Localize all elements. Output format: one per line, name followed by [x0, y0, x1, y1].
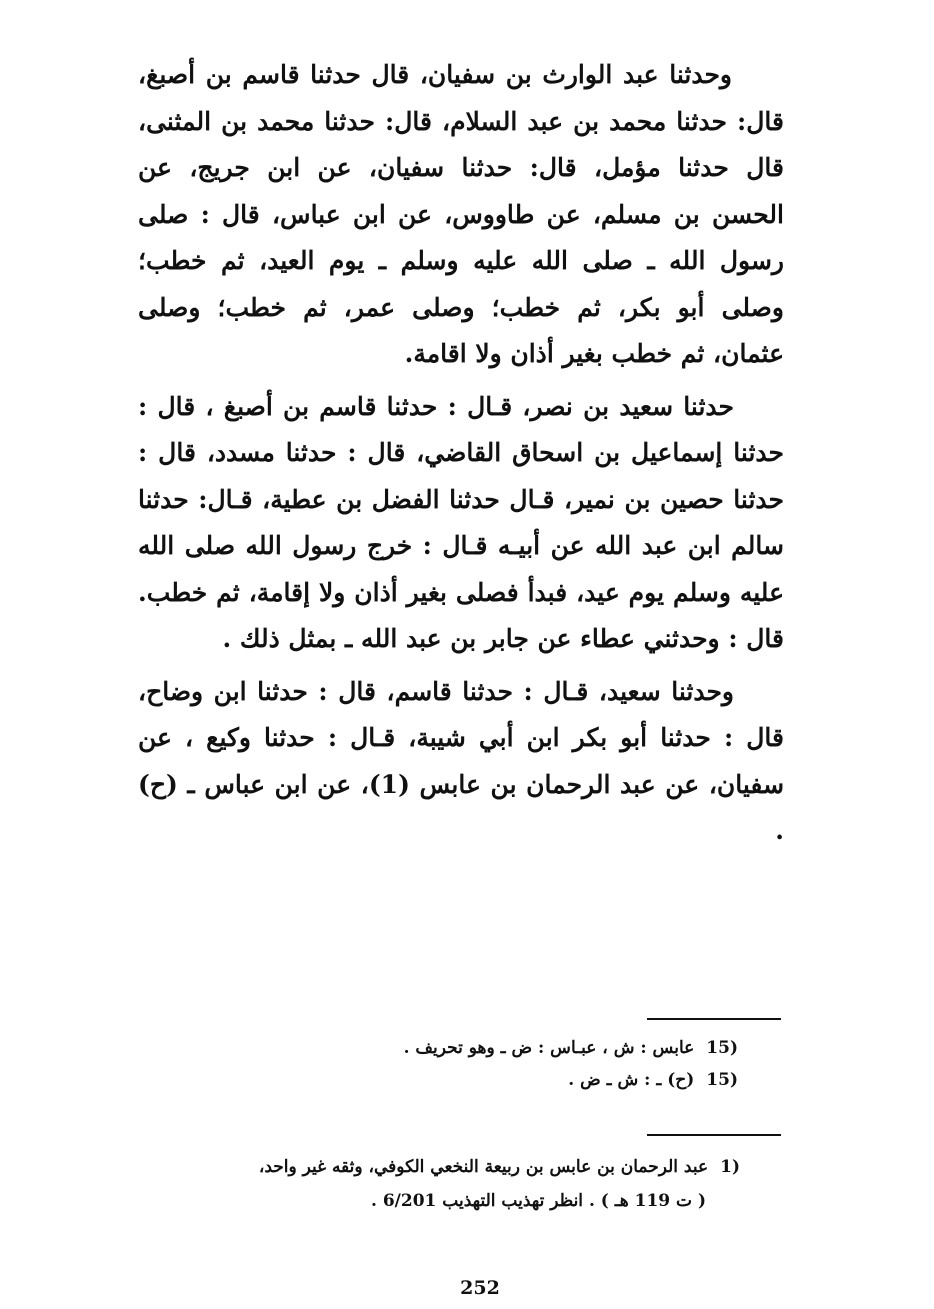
main-text-body [138, 52, 784, 861]
variant-readings [300, 1032, 738, 1096]
page-number: 252 [460, 1277, 500, 1299]
footnote-1-continuation: ( ت 119 هـ ) . انظر تهذيب التهذيب 6/201 . [370, 1191, 706, 1211]
footnote-separator-rule [647, 1134, 781, 1136]
paragraph-3: وحدثنا سعيد، قـال : حدثنا قاسم، قال : حدثنا ابن وضاح، قال : حدثنا أبو بكر ابن أبي شيبة، قـال : حدثنا وكيع ، عن سفيان، عن عبد الرحمان بن عابس (1)، عن ابن عباس ـ (ح) . [138, 676, 785, 845]
footnote-number: 1) [720, 1157, 740, 1177]
paragraph-2: حدثنا سعيد بن نصر، قـال : حدثنا قاسم بن أصبغ ، قال : حدثنا إسماعيل بن اسحاق القاضي، قال : حدثنا مسدد، قال : حدثنا حصين بن نمير، قـال حدثنا الفضل بن عطية، قـال: حدثنا سالم ابن عبد الله عن أبيـه قـال : خرج رسول الله صلى الله عليه وسلم يوم عيد، فبدأ فصلى بغير أذان ولا إقامة، ثم خطب. قال : وحدثني عطاء عن جابر بن عبد الله ـ بمثل ذلك . [138, 391, 784, 653]
variant-text: عابس : ش ، عبـاس : ض ـ وهو تحريف . [403, 1038, 695, 1058]
footnote-1 [140, 1150, 740, 1184]
variant-number: 15) [706, 1070, 738, 1090]
variant-separator-rule [647, 1018, 781, 1020]
paragraph-1: وحدثنا عبد الوارث بن سفيان، قال حدثنا قاسم بن أصبغ، قال: حدثنا محمد بن عبد السلام، قال: حدثنا محمد بن المثنى، قال حدثنا مؤمل، قال: حدثنا سفيان، عن ابن جريج، عن الحسن بن مسلم، عن طاووس، عن ابن عباس، قال : صلى رسول الله ـ صلى الله عليه وسلم ـ يوم العيد، ثم خطب؛ وصلى أبو بكر، ثم خطب؛ وصلى عمر، ثم خطب؛ وصلى عثمان، ثم خطب بغير أذان ولا اقامة. [138, 60, 784, 368]
variant-reading-1 [300, 1032, 738, 1064]
variant-text: (ح) ـ : ش ـ ض . [568, 1070, 695, 1090]
footnotes [140, 1150, 740, 1218]
variant-reading-2 [300, 1064, 738, 1096]
footnote-text: عبد الرحمان بن عابس بن ربيعة النخعي الكوفي، وثقه غير واحد، [258, 1157, 709, 1177]
variant-number: 15) [706, 1038, 738, 1058]
